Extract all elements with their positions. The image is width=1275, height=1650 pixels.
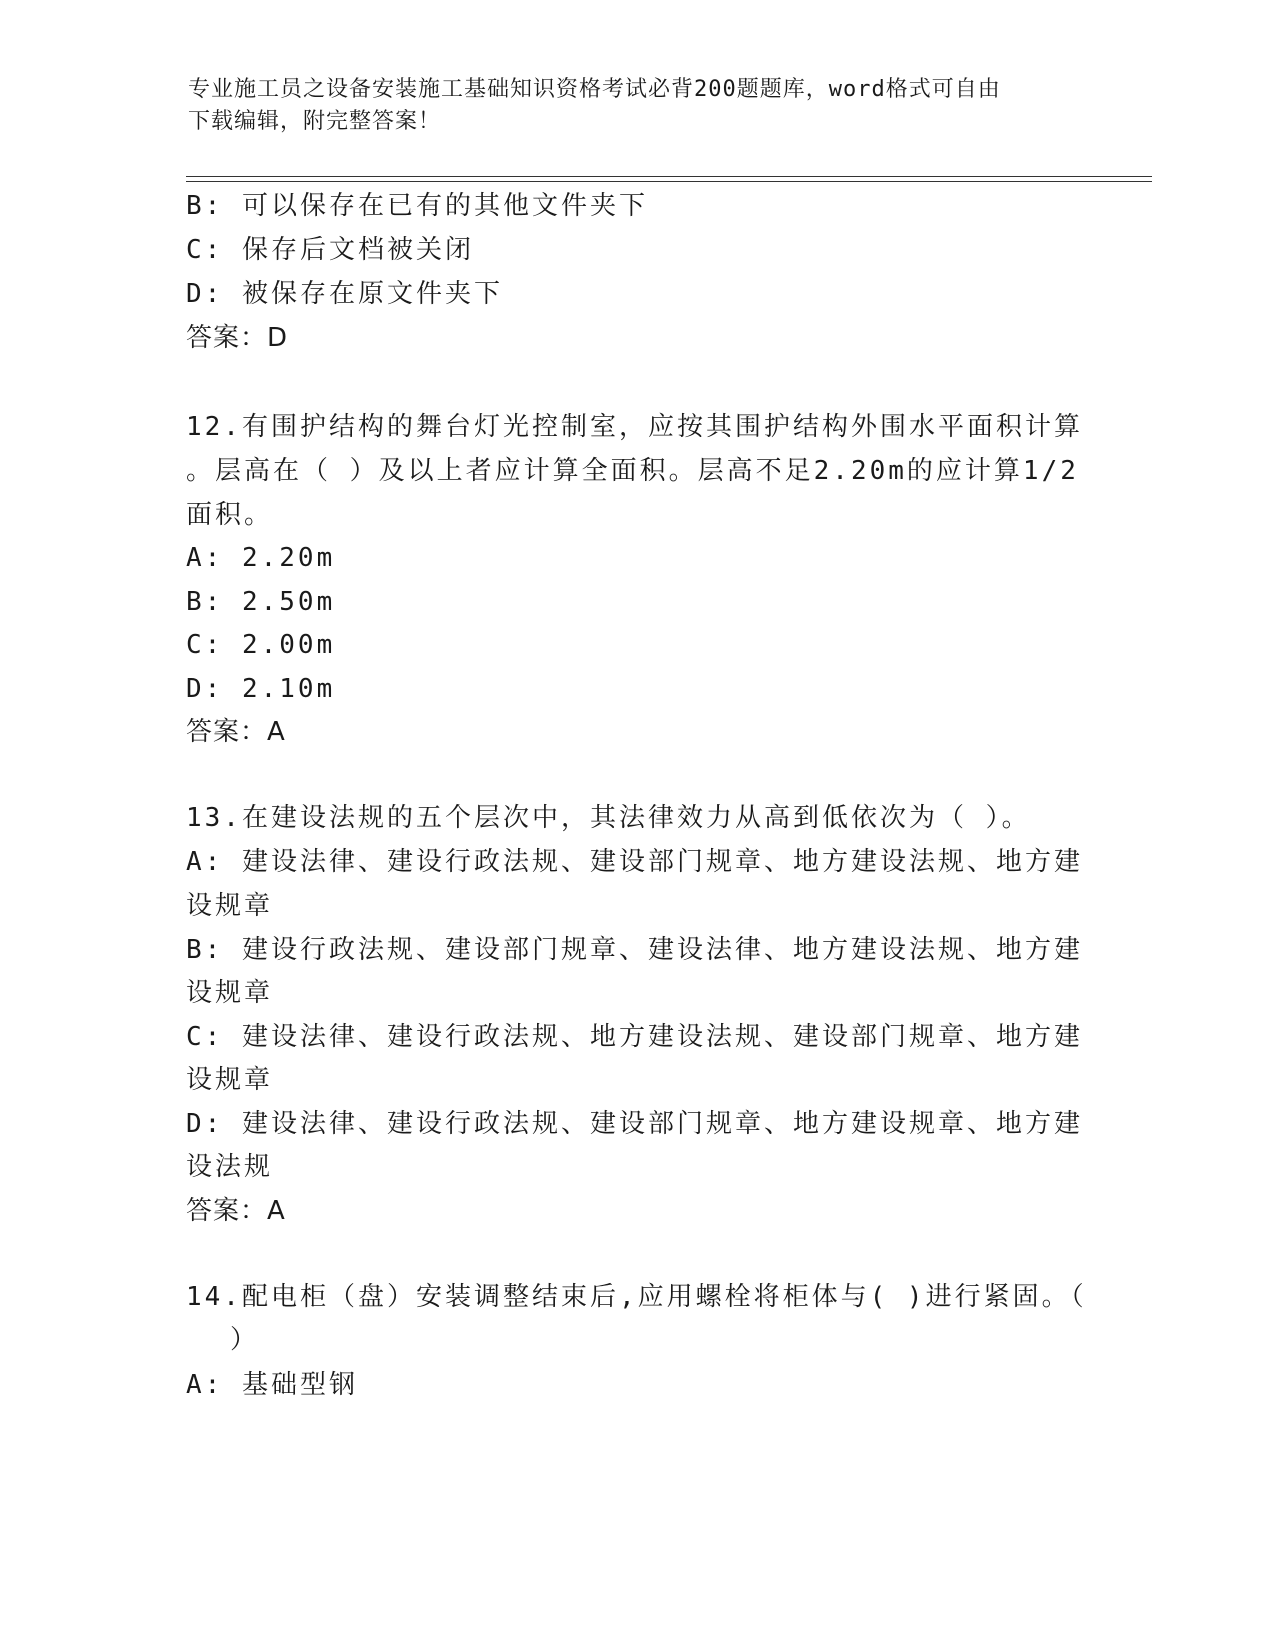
q12-stem-line-3: 面积。 — [186, 500, 274, 530]
header-divider-bottom — [186, 181, 1152, 182]
q14-option-a: A: 基础型钢 — [186, 1370, 358, 1400]
q14-stem-line-1: 14.配电柜（盘）安装调整结束后,应用螺栓将柜体与( )进行紧固。（ — [186, 1282, 1087, 1312]
q12-option-b: B: 2.50m — [186, 587, 336, 617]
q13-option-c-line-2: 设规章 — [186, 1065, 274, 1095]
q13-stem: 13.在建设法规的五个层次中，其法律效力从高到低依次为（ ）。 — [186, 803, 1031, 833]
document-header — [188, 74, 1088, 138]
q12-option-a: A: 2.20m — [186, 543, 336, 573]
header-divider-top — [186, 176, 1152, 177]
q11-option-b: B: 可以保存在已有的其他文件夹下 — [186, 191, 648, 221]
q13-option-a-line-1: A: 建设法律、建设行政法规、建设部门规章、地方建设法规、地方建 — [186, 847, 1083, 877]
q11-option-d: D: 被保存在原文件夹下 — [186, 279, 503, 309]
q12-stem-line-2: 。层高在（ ）及以上者应计算全面积。层高不足2.20m的应计算1/2 — [186, 456, 1079, 486]
q12-answer: 答案：A — [186, 717, 286, 747]
q12-option-c: C: 2.00m — [186, 630, 336, 660]
q11-answer: 答案：D — [186, 323, 289, 353]
q12-stem-line-1: 12.有围护结构的舞台灯光控制室，应按其围护结构外围水平面积计算 — [186, 412, 1083, 442]
q13-option-d-line-2: 设法规 — [186, 1152, 274, 1182]
header-line-1: 专业施工员之设备安装施工基础知识资格考试必背200题题库，word格式可自由 — [188, 77, 1001, 102]
q14-stem-line-2: ） — [230, 1325, 260, 1355]
q12-option-d: D: 2.10m — [186, 674, 336, 704]
q13-option-b-line-2: 设规章 — [186, 978, 274, 1008]
q13-option-b-line-1: B: 建设行政法规、建设部门规章、建设法律、地方建设法规、地方建 — [186, 935, 1083, 965]
q13-answer: 答案：A — [186, 1196, 286, 1226]
q11-option-c: C: 保存后文档被关闭 — [186, 235, 474, 265]
header-line-2: 下载编辑，附完整答案！ — [188, 109, 442, 134]
q13-option-a-line-2: 设规章 — [186, 891, 274, 921]
q13-option-d-line-1: D: 建设法律、建设行政法规、建设部门规章、地方建设规章、地方建 — [186, 1109, 1083, 1139]
q13-option-c-line-1: C: 建设法律、建设行政法规、地方建设法规、建设部门规章、地方建 — [186, 1022, 1083, 1052]
